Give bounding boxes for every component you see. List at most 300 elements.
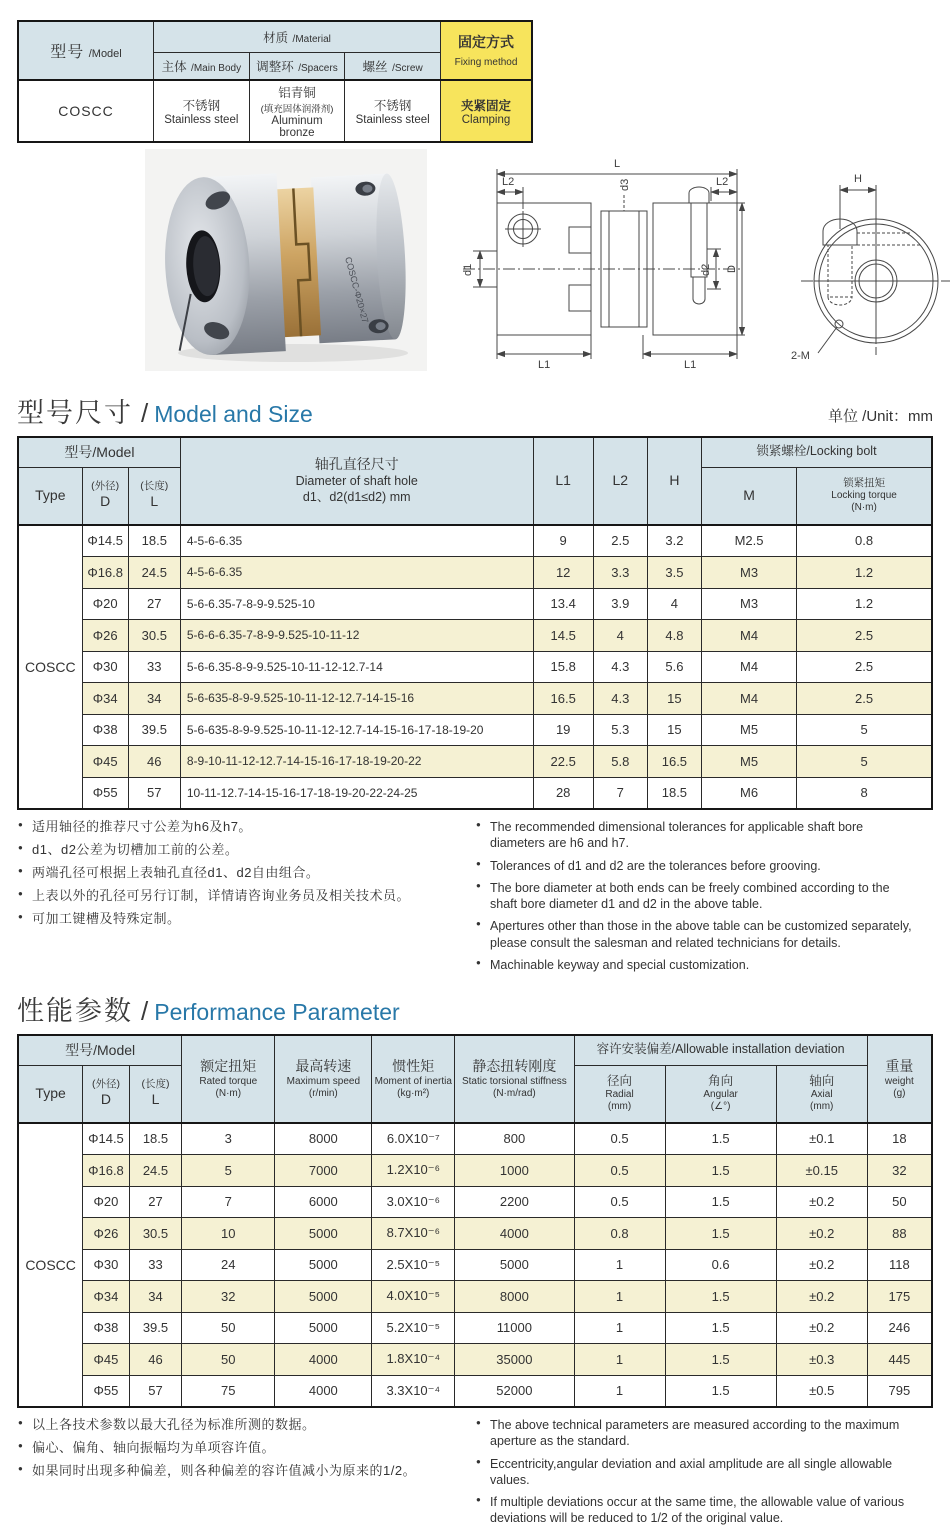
cell-torque: 10 bbox=[182, 1218, 275, 1250]
perf-type-header-text: Type bbox=[35, 1084, 66, 1101]
screw-header bbox=[345, 53, 441, 81]
m-header bbox=[701, 467, 796, 525]
size-notes bbox=[17, 819, 933, 979]
cell-m: M4 bbox=[701, 651, 796, 683]
stiffness-unit: (N·m/rad) bbox=[492, 1087, 536, 1099]
cell-stiff: 800 bbox=[455, 1123, 574, 1155]
perf-model-header-text: 型号/Model bbox=[65, 1041, 136, 1058]
product-photo bbox=[145, 149, 427, 371]
cell-d: Φ30 bbox=[82, 651, 128, 683]
cell-angular: 1.5 bbox=[665, 1186, 776, 1218]
cell-holes: 4-5-6-6.35 bbox=[180, 525, 533, 557]
material-header-cn: 材质 bbox=[263, 30, 289, 45]
max-speed-cn: 最高转速 bbox=[295, 1058, 352, 1074]
cell-l: 46 bbox=[129, 1344, 182, 1376]
fixing-value bbox=[441, 80, 533, 142]
cell-d: Φ30 bbox=[83, 1249, 130, 1281]
cell-l2: 4 bbox=[593, 620, 647, 652]
cell-weight: 175 bbox=[867, 1281, 932, 1313]
cell-l1: 13.4 bbox=[533, 588, 593, 620]
cell-l: 24.5 bbox=[128, 557, 180, 589]
table-row bbox=[18, 777, 932, 809]
rated-torque-cn: 额定扭矩 bbox=[200, 1058, 257, 1074]
screw-en: Stainless steel bbox=[355, 114, 430, 126]
spacers-header-cn: 调整环 bbox=[256, 59, 294, 74]
cell-tq: 2.5 bbox=[797, 620, 932, 652]
cell-l: 34 bbox=[129, 1281, 182, 1313]
unit-label: 单位 /Unit：mm bbox=[827, 408, 933, 425]
cell-holes: 5-6-6-6.35-7-8-9-9.525-10-11-12 bbox=[180, 620, 533, 652]
table-row bbox=[18, 1186, 932, 1218]
cell-stiff: 8000 bbox=[455, 1281, 574, 1313]
inertia-en: Moment of inertia bbox=[374, 1075, 452, 1087]
cell-d: Φ38 bbox=[83, 1312, 130, 1344]
d-note: (外径) bbox=[91, 480, 120, 493]
h-header-text: H bbox=[669, 472, 680, 488]
cell-m: M2.5 bbox=[701, 525, 796, 557]
angular-header bbox=[665, 1065, 776, 1123]
cell-angular: 0.6 bbox=[665, 1249, 776, 1281]
cell-stiff: 52000 bbox=[455, 1375, 574, 1407]
main-body-header-cn: 主体 bbox=[161, 59, 187, 74]
cell-weight: 246 bbox=[867, 1312, 932, 1344]
cell-speed: 5000 bbox=[275, 1312, 372, 1344]
radial-cn: 径向 bbox=[607, 1073, 633, 1088]
cell-l: 33 bbox=[128, 651, 180, 683]
material-header-en: /Material bbox=[292, 33, 331, 45]
max-speed-unit: (r/min) bbox=[308, 1087, 338, 1099]
stiffness-en: Static torsional stiffness bbox=[461, 1075, 567, 1087]
main-body-header bbox=[154, 53, 250, 81]
weight-cn: 重量 bbox=[885, 1058, 914, 1074]
type-label: COSCC bbox=[18, 525, 82, 810]
dim-label-L2-right: L2 bbox=[716, 176, 729, 188]
cell-weight: 445 bbox=[867, 1344, 932, 1376]
cell-holes: 4-5-6-6.35 bbox=[180, 557, 533, 589]
axial-header bbox=[776, 1065, 867, 1123]
cell-d: Φ26 bbox=[82, 620, 128, 652]
perf-title-cn: 性能参数 bbox=[17, 996, 133, 1026]
cell-torque: 32 bbox=[182, 1281, 275, 1313]
cell-h: 4 bbox=[647, 588, 701, 620]
cell-torque: 5 bbox=[182, 1155, 275, 1187]
cell-axial: ±0.5 bbox=[776, 1375, 867, 1407]
table-row bbox=[18, 1249, 932, 1281]
screw-cn: 不锈钢 bbox=[373, 99, 412, 113]
cell-m: M3 bbox=[701, 557, 796, 589]
dim-label-d1: d1 bbox=[462, 263, 474, 276]
l1-header-text: L1 bbox=[555, 472, 571, 488]
cell-weight: 88 bbox=[867, 1218, 932, 1250]
cell-speed: 6000 bbox=[275, 1186, 372, 1218]
cell-radial: 0.5 bbox=[574, 1123, 665, 1155]
l2-header-text: L2 bbox=[612, 472, 629, 488]
dim-label-L1-right: L1 bbox=[684, 359, 697, 371]
perf-l-header bbox=[129, 1065, 182, 1123]
spacers-header-en: /Spacers bbox=[298, 62, 338, 74]
note-item: ● Machinable keyway and special customization. bbox=[475, 957, 919, 973]
cell-l: 30.5 bbox=[128, 620, 180, 652]
size-notes-en bbox=[475, 819, 933, 979]
cell-stiff: 5000 bbox=[455, 1249, 574, 1281]
cell-speed: 5000 bbox=[275, 1218, 372, 1250]
cell-torque: 3 bbox=[182, 1123, 275, 1155]
table-row bbox=[18, 714, 932, 746]
perf-l-note: (长度) bbox=[141, 1078, 170, 1091]
fixing-en: Clamping bbox=[461, 114, 511, 126]
cell-m: M4 bbox=[701, 620, 796, 652]
cell-l1: 14.5 bbox=[533, 620, 593, 652]
model-value: COSCC bbox=[18, 80, 154, 142]
radial-en: Radial bbox=[605, 1089, 634, 1101]
cell-d: Φ45 bbox=[82, 746, 128, 778]
cell-angular: 1.5 bbox=[665, 1375, 776, 1407]
l-note: (长度) bbox=[140, 480, 169, 493]
table-row bbox=[18, 1155, 932, 1187]
cell-d: Φ16.8 bbox=[83, 1155, 130, 1187]
note-item: ● 偏心、偏角、轴向振幅均为单项容许值。 bbox=[17, 1440, 461, 1457]
locking-torque-cn: 锁紧扭矩 bbox=[843, 477, 886, 490]
cell-speed: 7000 bbox=[275, 1155, 372, 1187]
max-speed-en: Maximum speed bbox=[286, 1075, 360, 1087]
cell-l1: 16.5 bbox=[533, 683, 593, 715]
dim-label-2M: 2-M bbox=[791, 350, 810, 362]
cell-h: 5.6 bbox=[647, 651, 701, 683]
l-letter: L bbox=[150, 493, 159, 510]
dim-label-H: H bbox=[854, 173, 862, 185]
cell-h: 16.5 bbox=[647, 746, 701, 778]
material-table bbox=[17, 20, 533, 143]
fixing-header-cn: 固定方式 bbox=[458, 33, 514, 50]
table-row bbox=[18, 1375, 932, 1407]
size-section-header bbox=[17, 391, 933, 430]
radial-unit: (mm) bbox=[607, 1101, 632, 1113]
table-row bbox=[18, 620, 932, 652]
table-row bbox=[18, 557, 932, 589]
cell-torque: 50 bbox=[182, 1344, 275, 1376]
perf-type-header bbox=[18, 1065, 83, 1123]
cell-holes: 8-9-10-11-12-12.7-14-15-16-17-18-19-20-22 bbox=[180, 746, 533, 778]
end-view-graphic bbox=[781, 149, 950, 373]
cell-h: 15 bbox=[647, 683, 701, 715]
cell-h: 15 bbox=[647, 714, 701, 746]
cell-l2: 3.3 bbox=[593, 557, 647, 589]
cell-l: 34 bbox=[128, 683, 180, 715]
inertia-cn: 惯性矩 bbox=[392, 1058, 435, 1074]
note-item: ● 上表以外的孔径可另行订制，详情请咨询业务员及相关技术员。 bbox=[17, 888, 461, 905]
cell-h: 3.2 bbox=[647, 525, 701, 557]
cell-radial: 1 bbox=[574, 1281, 665, 1313]
angular-unit: (∠°) bbox=[710, 1101, 731, 1113]
note-item: ● 适用轴径的推荐尺寸公差为h6及h7。 bbox=[17, 819, 461, 836]
weight-header bbox=[867, 1035, 932, 1123]
dim-label-L: L bbox=[614, 158, 621, 170]
spacers-note: (填充固体润滑剂) bbox=[260, 104, 334, 115]
table-row bbox=[18, 1312, 932, 1344]
fixing-cn: 夹紧固定 bbox=[460, 99, 511, 113]
cell-torque: 24 bbox=[182, 1249, 275, 1281]
cell-tq: 2.5 bbox=[797, 651, 932, 683]
weight-unit: (g) bbox=[893, 1087, 906, 1099]
table-row bbox=[18, 1218, 932, 1250]
cell-l: 18.5 bbox=[129, 1123, 182, 1155]
radial-header bbox=[574, 1065, 665, 1123]
cell-l2: 7 bbox=[593, 777, 647, 809]
size-model-header-text: 型号/Model bbox=[64, 443, 135, 460]
section-drawing bbox=[453, 149, 749, 373]
perf-notes-cn bbox=[17, 1417, 475, 1533]
rated-torque-en: Rated torque bbox=[199, 1075, 258, 1087]
max-speed-header bbox=[275, 1035, 372, 1123]
cell-stiff: 35000 bbox=[455, 1344, 574, 1376]
cell-radial: 1 bbox=[574, 1249, 665, 1281]
locking-torque-header bbox=[797, 467, 932, 525]
cell-angular: 1.5 bbox=[665, 1218, 776, 1250]
cell-d: Φ14.5 bbox=[83, 1123, 130, 1155]
cell-stiff: 2200 bbox=[455, 1186, 574, 1218]
shaft-hole-range: d1、d2(d1≤d2) mm bbox=[302, 489, 411, 504]
deviation-header bbox=[574, 1035, 867, 1065]
cell-weight: 795 bbox=[867, 1375, 932, 1407]
locking-torque-unit: (N·m) bbox=[851, 501, 877, 513]
cell-l: 24.5 bbox=[129, 1155, 182, 1187]
cell-tq: 2.5 bbox=[797, 683, 932, 715]
angular-cn: 角向 bbox=[708, 1073, 734, 1088]
cell-inertia: 3.3X10⁻⁴ bbox=[372, 1375, 455, 1407]
cell-tq: 5 bbox=[797, 746, 932, 778]
locking-bolt-header bbox=[701, 437, 932, 467]
cell-axial: ±0.2 bbox=[776, 1249, 867, 1281]
performance-table bbox=[17, 1034, 933, 1408]
note-item: ● If multiple deviations occur at the same time, the allowable value of various deviations will be reduced to 1/2 of the original value. bbox=[475, 1494, 919, 1527]
cell-d: Φ55 bbox=[83, 1375, 130, 1407]
dim-label-d2: d2 bbox=[700, 263, 712, 276]
l2-header bbox=[593, 437, 647, 525]
angular-en: Angular bbox=[703, 1089, 738, 1101]
axial-en: Axial bbox=[810, 1089, 833, 1101]
photo-engraving-text: COSCC-Φ20×27 bbox=[343, 255, 371, 325]
inertia-unit: (kg·m²) bbox=[397, 1087, 430, 1099]
note-item: ● 以上各技术参数以最大孔径为标准所测的数据。 bbox=[17, 1417, 461, 1434]
cell-radial: 0.5 bbox=[574, 1186, 665, 1218]
dim-label-L2-left: L2 bbox=[502, 176, 515, 188]
cell-l2: 5.8 bbox=[593, 746, 647, 778]
cell-speed: 8000 bbox=[275, 1123, 372, 1155]
cell-axial: ±0.2 bbox=[776, 1218, 867, 1250]
dim-label-L1-left: L1 bbox=[538, 359, 551, 371]
cell-weight: 118 bbox=[867, 1249, 932, 1281]
perf-section-title bbox=[17, 989, 400, 1028]
cell-l2: 3.9 bbox=[593, 588, 647, 620]
cell-d: Φ26 bbox=[83, 1218, 130, 1250]
cell-axial: ±0.15 bbox=[776, 1155, 867, 1187]
cell-d: Φ55 bbox=[82, 777, 128, 809]
cell-torque: 75 bbox=[182, 1375, 275, 1407]
cell-tq: 5 bbox=[797, 714, 932, 746]
table-row bbox=[18, 746, 932, 778]
perf-model-header bbox=[18, 1035, 182, 1065]
spacers-cn: 铝青铜 bbox=[278, 86, 316, 100]
cell-stiff: 4000 bbox=[455, 1218, 574, 1250]
cell-l: 30.5 bbox=[129, 1218, 182, 1250]
locking-bolt-header-text: 锁紧螺栓/Locking bolt bbox=[756, 444, 877, 459]
shaft-hole-header bbox=[180, 437, 533, 525]
table-row bbox=[18, 1123, 932, 1155]
cell-inertia: 1.2X10⁻⁶ bbox=[372, 1155, 455, 1187]
screw-header-en: /Screw bbox=[392, 62, 423, 74]
model-header-cn: 型号 bbox=[50, 44, 85, 61]
stiffness-header bbox=[455, 1035, 574, 1123]
cell-h: 3.5 bbox=[647, 557, 701, 589]
cell-axial: ±0.2 bbox=[776, 1281, 867, 1313]
m-header-text: M bbox=[743, 486, 755, 503]
cell-holes: 5-6-635-8-9-9.525-10-11-12-12.7-14-15-16-17-18-19-20 bbox=[180, 714, 533, 746]
note-item: ● The above technical parameters are measured according to the maximum aperture as the standard. bbox=[475, 1417, 919, 1450]
cell-d: Φ38 bbox=[82, 714, 128, 746]
weight-en: weight bbox=[884, 1075, 914, 1087]
cell-m: M5 bbox=[701, 714, 796, 746]
l-header bbox=[128, 467, 180, 525]
cell-d: Φ16.8 bbox=[82, 557, 128, 589]
main-body-en: Stainless steel bbox=[164, 114, 239, 126]
cell-d: Φ45 bbox=[83, 1344, 130, 1376]
cell-speed: 4000 bbox=[275, 1375, 372, 1407]
dim-label-d3: d3 bbox=[619, 178, 631, 191]
note-item: ● 可加工键槽及特殊定制。 bbox=[17, 911, 461, 928]
model-header-en: /Model bbox=[88, 48, 122, 60]
note-item: ● The bore diameter at both ends can be freely combined according to the shaft bore diameter d1 and d2 in the above table. bbox=[475, 880, 919, 913]
stiffness-cn: 静态扭转刚度 bbox=[472, 1058, 557, 1074]
cell-weight: 18 bbox=[867, 1123, 932, 1155]
size-title-cn: 型号尺寸 bbox=[17, 398, 133, 428]
spacers-header bbox=[249, 53, 345, 81]
cell-tq: 1.2 bbox=[797, 588, 932, 620]
cell-l2: 5.3 bbox=[593, 714, 647, 746]
perf-d-letter: D bbox=[100, 1091, 112, 1108]
perf-l-letter: L bbox=[151, 1091, 160, 1108]
cell-radial: 0.5 bbox=[574, 1155, 665, 1187]
cell-weight: 50 bbox=[867, 1186, 932, 1218]
cell-l: 39.5 bbox=[129, 1312, 182, 1344]
cell-tq: 1.2 bbox=[797, 557, 932, 589]
size-section-title bbox=[17, 391, 313, 430]
cell-l: 46 bbox=[128, 746, 180, 778]
cell-axial: ±0.2 bbox=[776, 1312, 867, 1344]
cell-axial: ±0.2 bbox=[776, 1186, 867, 1218]
inertia-header bbox=[372, 1035, 455, 1123]
cell-l: 33 bbox=[129, 1249, 182, 1281]
cell-m: M4 bbox=[701, 683, 796, 715]
fixing-header-en: Fixing method bbox=[454, 56, 518, 68]
cell-radial: 0.8 bbox=[574, 1218, 665, 1250]
cell-tq: 8 bbox=[797, 777, 932, 809]
note-item: ● Eccentricity,angular deviation and axial amplitude are all single allowable values. bbox=[475, 1456, 919, 1489]
section-drawing-graphic bbox=[453, 149, 749, 373]
cell-l1: 19 bbox=[533, 714, 593, 746]
cell-l1: 9 bbox=[533, 525, 593, 557]
cell-l: 27 bbox=[129, 1186, 182, 1218]
cell-radial: 1 bbox=[574, 1344, 665, 1376]
type-header-text: Type bbox=[35, 486, 66, 503]
cell-m: M3 bbox=[701, 588, 796, 620]
cell-holes: 5-6-635-8-9-9.525-10-11-12-12.7-14-15-16 bbox=[180, 683, 533, 715]
cell-inertia: 2.5X10⁻⁵ bbox=[372, 1249, 455, 1281]
cell-angular: 1.5 bbox=[665, 1123, 776, 1155]
coupling-photo-graphic bbox=[145, 149, 427, 371]
cell-axial: ±0.3 bbox=[776, 1344, 867, 1376]
cell-holes: 10-11-12.7-14-15-16-17-18-19-20-22-24-25 bbox=[180, 777, 533, 809]
screw-value bbox=[345, 80, 441, 142]
cell-d: Φ34 bbox=[82, 683, 128, 715]
cell-speed: 4000 bbox=[275, 1344, 372, 1376]
cell-stiff: 1000 bbox=[455, 1155, 574, 1187]
fixing-method-header bbox=[441, 21, 533, 80]
perf-notes-en bbox=[475, 1417, 933, 1533]
table-row bbox=[18, 588, 932, 620]
cell-h: 18.5 bbox=[647, 777, 701, 809]
type-header bbox=[18, 467, 82, 525]
size-title-en: Model and Size bbox=[154, 401, 313, 427]
d-letter: D bbox=[100, 493, 111, 510]
cell-angular: 1.5 bbox=[665, 1281, 776, 1313]
material-table-model-header bbox=[18, 21, 154, 80]
cell-angular: 1.5 bbox=[665, 1155, 776, 1187]
cell-l: 27 bbox=[128, 588, 180, 620]
screw-header-cn: 螺丝 bbox=[362, 59, 388, 74]
size-notes-cn bbox=[17, 819, 475, 979]
cell-l: 39.5 bbox=[128, 714, 180, 746]
type-label: COSCC bbox=[18, 1123, 83, 1408]
cell-m: M5 bbox=[701, 746, 796, 778]
spacers-en: Aluminum bronze bbox=[271, 115, 323, 139]
product-visuals bbox=[17, 149, 933, 383]
cell-l1: 28 bbox=[533, 777, 593, 809]
cell-d: Φ34 bbox=[83, 1281, 130, 1313]
h-header bbox=[647, 437, 701, 525]
shaft-hole-en: Diameter of shaft hole bbox=[295, 473, 418, 488]
cell-angular: 1.5 bbox=[665, 1312, 776, 1344]
cell-d: Φ20 bbox=[83, 1186, 130, 1218]
cell-l2: 4.3 bbox=[593, 683, 647, 715]
size-model-header bbox=[18, 437, 180, 467]
cell-l1: 15.8 bbox=[533, 651, 593, 683]
rated-torque-header bbox=[182, 1035, 275, 1123]
spacers-value bbox=[249, 80, 345, 142]
cell-l: 57 bbox=[129, 1375, 182, 1407]
cell-axial: ±0.1 bbox=[776, 1123, 867, 1155]
cell-holes: 5-6-6.35-8-9-9.525-10-11-12-12.7-14 bbox=[180, 651, 533, 683]
axial-unit: (mm) bbox=[810, 1101, 834, 1113]
cell-l2: 2.5 bbox=[593, 525, 647, 557]
cell-stiff: 11000 bbox=[455, 1312, 574, 1344]
cell-h: 4.8 bbox=[647, 620, 701, 652]
main-body-value bbox=[154, 80, 250, 142]
rated-torque-unit: (N·m) bbox=[215, 1087, 242, 1099]
perf-title-en: Performance Parameter bbox=[154, 999, 400, 1025]
deviation-header-text: 容许安装偏差/Allowable installation deviation bbox=[596, 1042, 845, 1057]
cell-l2: 4.3 bbox=[593, 651, 647, 683]
table-row bbox=[18, 525, 932, 557]
cell-holes: 5-6-6.35-7-8-9-9.525-10 bbox=[180, 588, 533, 620]
table-row bbox=[18, 683, 932, 715]
perf-section-header bbox=[17, 989, 933, 1028]
cell-d: Φ14.5 bbox=[82, 525, 128, 557]
note-item: ● 两端孔径可根据上表轴孔直径d1、d2自由组合。 bbox=[17, 865, 461, 882]
cell-speed: 5000 bbox=[275, 1249, 372, 1281]
d-header bbox=[82, 467, 128, 525]
cell-l1: 12 bbox=[533, 557, 593, 589]
note-item: ● Tolerances of d1 and d2 are the tolerances before grooving. bbox=[475, 858, 919, 874]
